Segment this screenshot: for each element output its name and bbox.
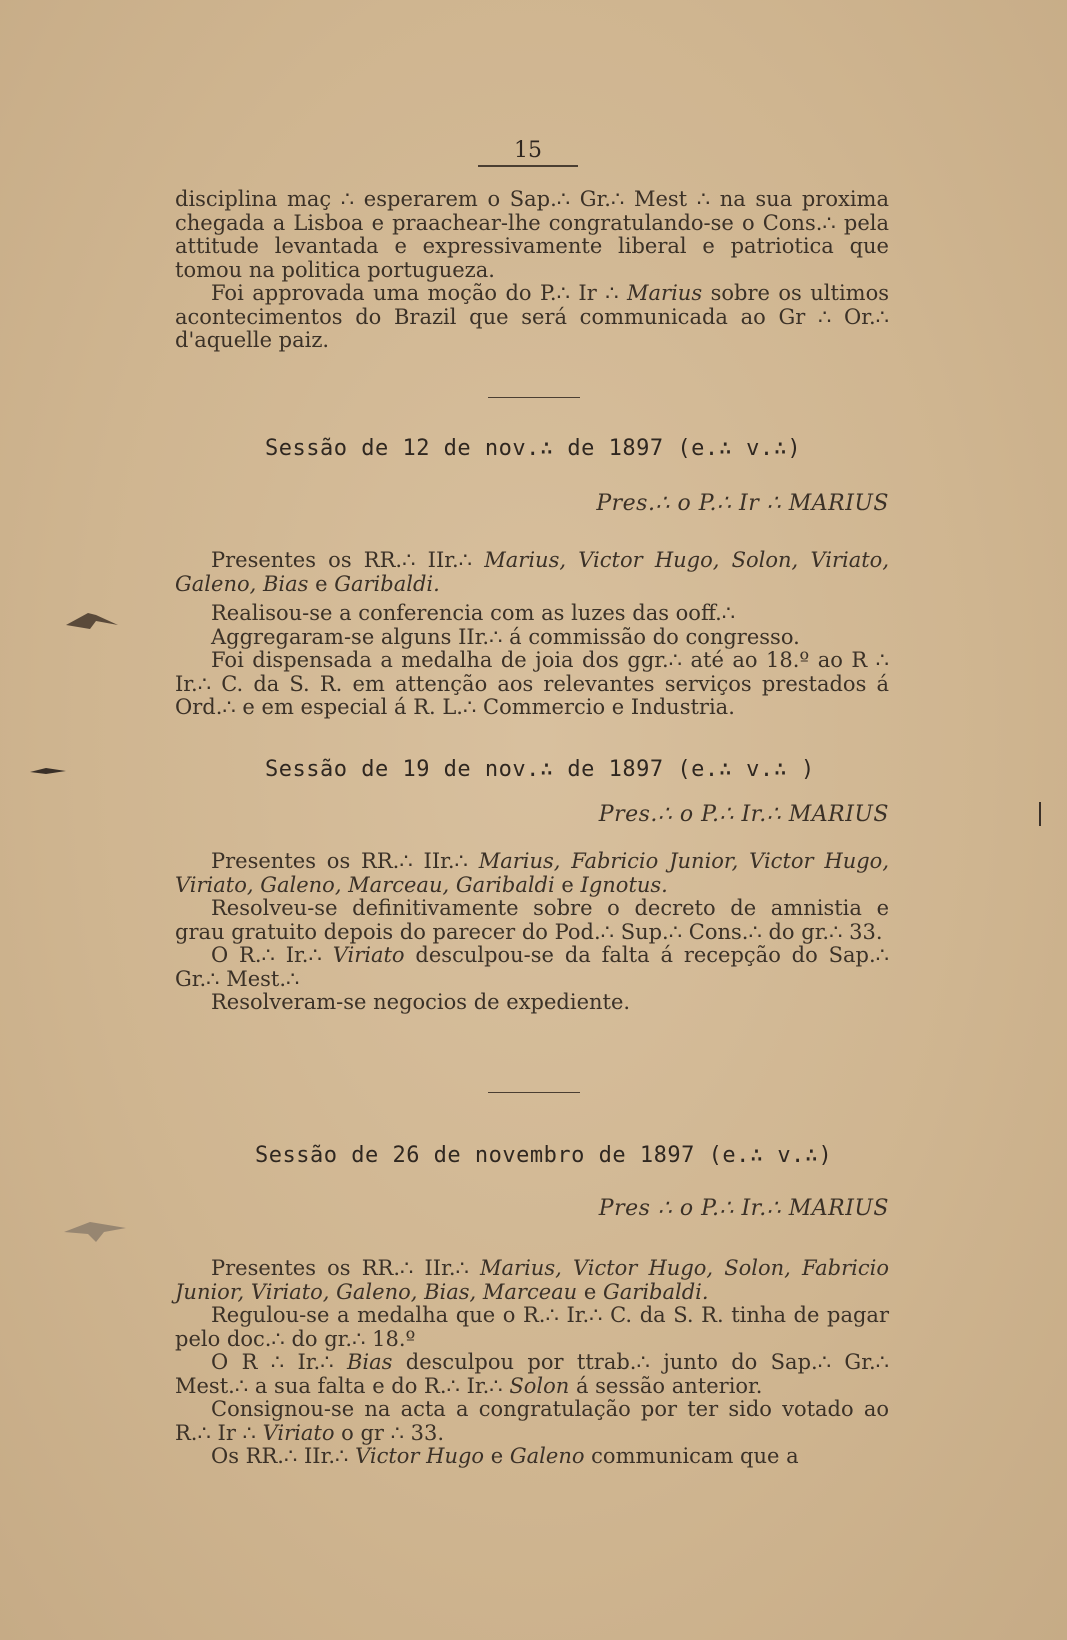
session-body-26-nov — [175, 1257, 889, 1469]
attendance-paragraph: Presentes os RR.∴ IIr.∴ Marius, Victor Hugo, Solon, Fabricio Junior, Viriato, Galeno, Bias, Marceau e Garibaldi. — [175, 1256, 889, 1304]
margin-mark-icon — [1036, 800, 1044, 828]
minutes-line: Os RR.∴ IIr.∴ Victor Hugo e Galeno communicam que a — [211, 1444, 799, 1468]
minutes-line: Resolveu-se definitivamente sobre o decreto de amnistia e grau gratuito depois do parecer do Pod.∴ Sup.∴ Cons.∴ do gr.∴ 33. — [175, 896, 889, 944]
session-heading-19-nov: Sessão de 19 de nov.∴ de 1897 (e.∴ v.∴ ) — [265, 757, 815, 782]
minutes-line: Resolveram-se negocios de expediente. — [211, 990, 631, 1014]
margin-mark-icon — [28, 758, 68, 782]
minutes-line: O R.∴ Ir.∴ Viriato desculpou-se da falta á recepção do Sap.∴ Gr.∴ Mest.∴ — [175, 943, 890, 991]
session-president-19-nov: Pres.∴ o P.∴ Ir.∴ MARIUS — [598, 802, 889, 827]
attendance-paragraph: Presentes os RR.∴ IIr.∴ Marius, Fabricio Junior, Victor Hugo, Viriato, Galeno, Marceau, Garibaldi e Ignotus. — [175, 849, 889, 897]
session-body-12-nov — [175, 549, 889, 720]
session-body-19-nov — [175, 850, 889, 1015]
minutes-line: Realisou-se a conferencia com as luzes das ooff.∴ — [211, 601, 736, 625]
minutes-line: Foi dispensada a medalha de joia dos ggr.∴ até ao 18.º ao R ∴ Ir.∴ C. da S. R. em attenção aos relevantes serviços prestados á Ord.∴ e em especial á R. L.∴ Commercio e Industria. — [175, 648, 889, 719]
minutes-line: Aggregaram-se alguns IIr.∴ á commissão do congresso. — [211, 624, 800, 649]
margin-mark-icon — [60, 1210, 130, 1250]
minutes-line: O R ∴ Ir.∴ Bias desculpou por ttrab.∴ junto do Sap.∴ Gr.∴ Mest.∴ a sua falta e do R.∴ Ir.∴ Solon á sessão anterior. — [175, 1350, 889, 1398]
intro-paragraph-1: disciplina maç ∴ esperarem o Sap.∴ Gr.∴ Mest ∴ na sua proxima chegada a Lisboa e praachear-lhe congratulando-se o Cons.∴ pela attitude levantada e expressivamente liberal e patriotica que tomou na politica portugueza. — [175, 187, 889, 282]
intro-text — [175, 188, 889, 353]
minutes-line: Consignou-se na acta a congratulação por ter sido votado ao R.∴ Ir ∴ Viriato o gr ∴ 33. — [175, 1397, 889, 1445]
page-number: 15 — [478, 138, 578, 167]
margin-mark-icon — [62, 605, 122, 635]
intro-paragraph-2: Foi approvada uma moção do P.∴ Ir ∴ Marius sobre os ultimos acontecimentos do Brazil que será communicada ao Gr ∴ Or.∴ d'aquelle paiz. — [175, 281, 889, 352]
section-divider — [488, 1092, 580, 1093]
session-president-12-nov: Pres.∴ o P.∴ Ir ∴ MARIUS — [596, 491, 889, 516]
session-heading-12-nov: Sessão de 12 de nov.∴ de 1897 (e.∴ v.∴) — [265, 436, 802, 461]
session-president-26-nov: Pres ∴ o P.∴ Ir.∴ MARIUS — [598, 1196, 889, 1221]
session-heading-26-nov: Sessão de 26 de novembro de 1897 (e.∴ v.∴) — [255, 1143, 833, 1168]
attendance-paragraph: Presentes os RR.∴ IIr.∴ Marius, Victor Hugo, Solon, Viriato, Galeno, Bias e Garibaldi. — [175, 548, 889, 596]
section-divider — [488, 397, 580, 398]
minutes-line: Regulou-se a medalha que o R.∴ Ir.∴ C. da S. R. tinha de pagar pelo doc.∴ do gr.∴ 18.º — [175, 1303, 889, 1351]
